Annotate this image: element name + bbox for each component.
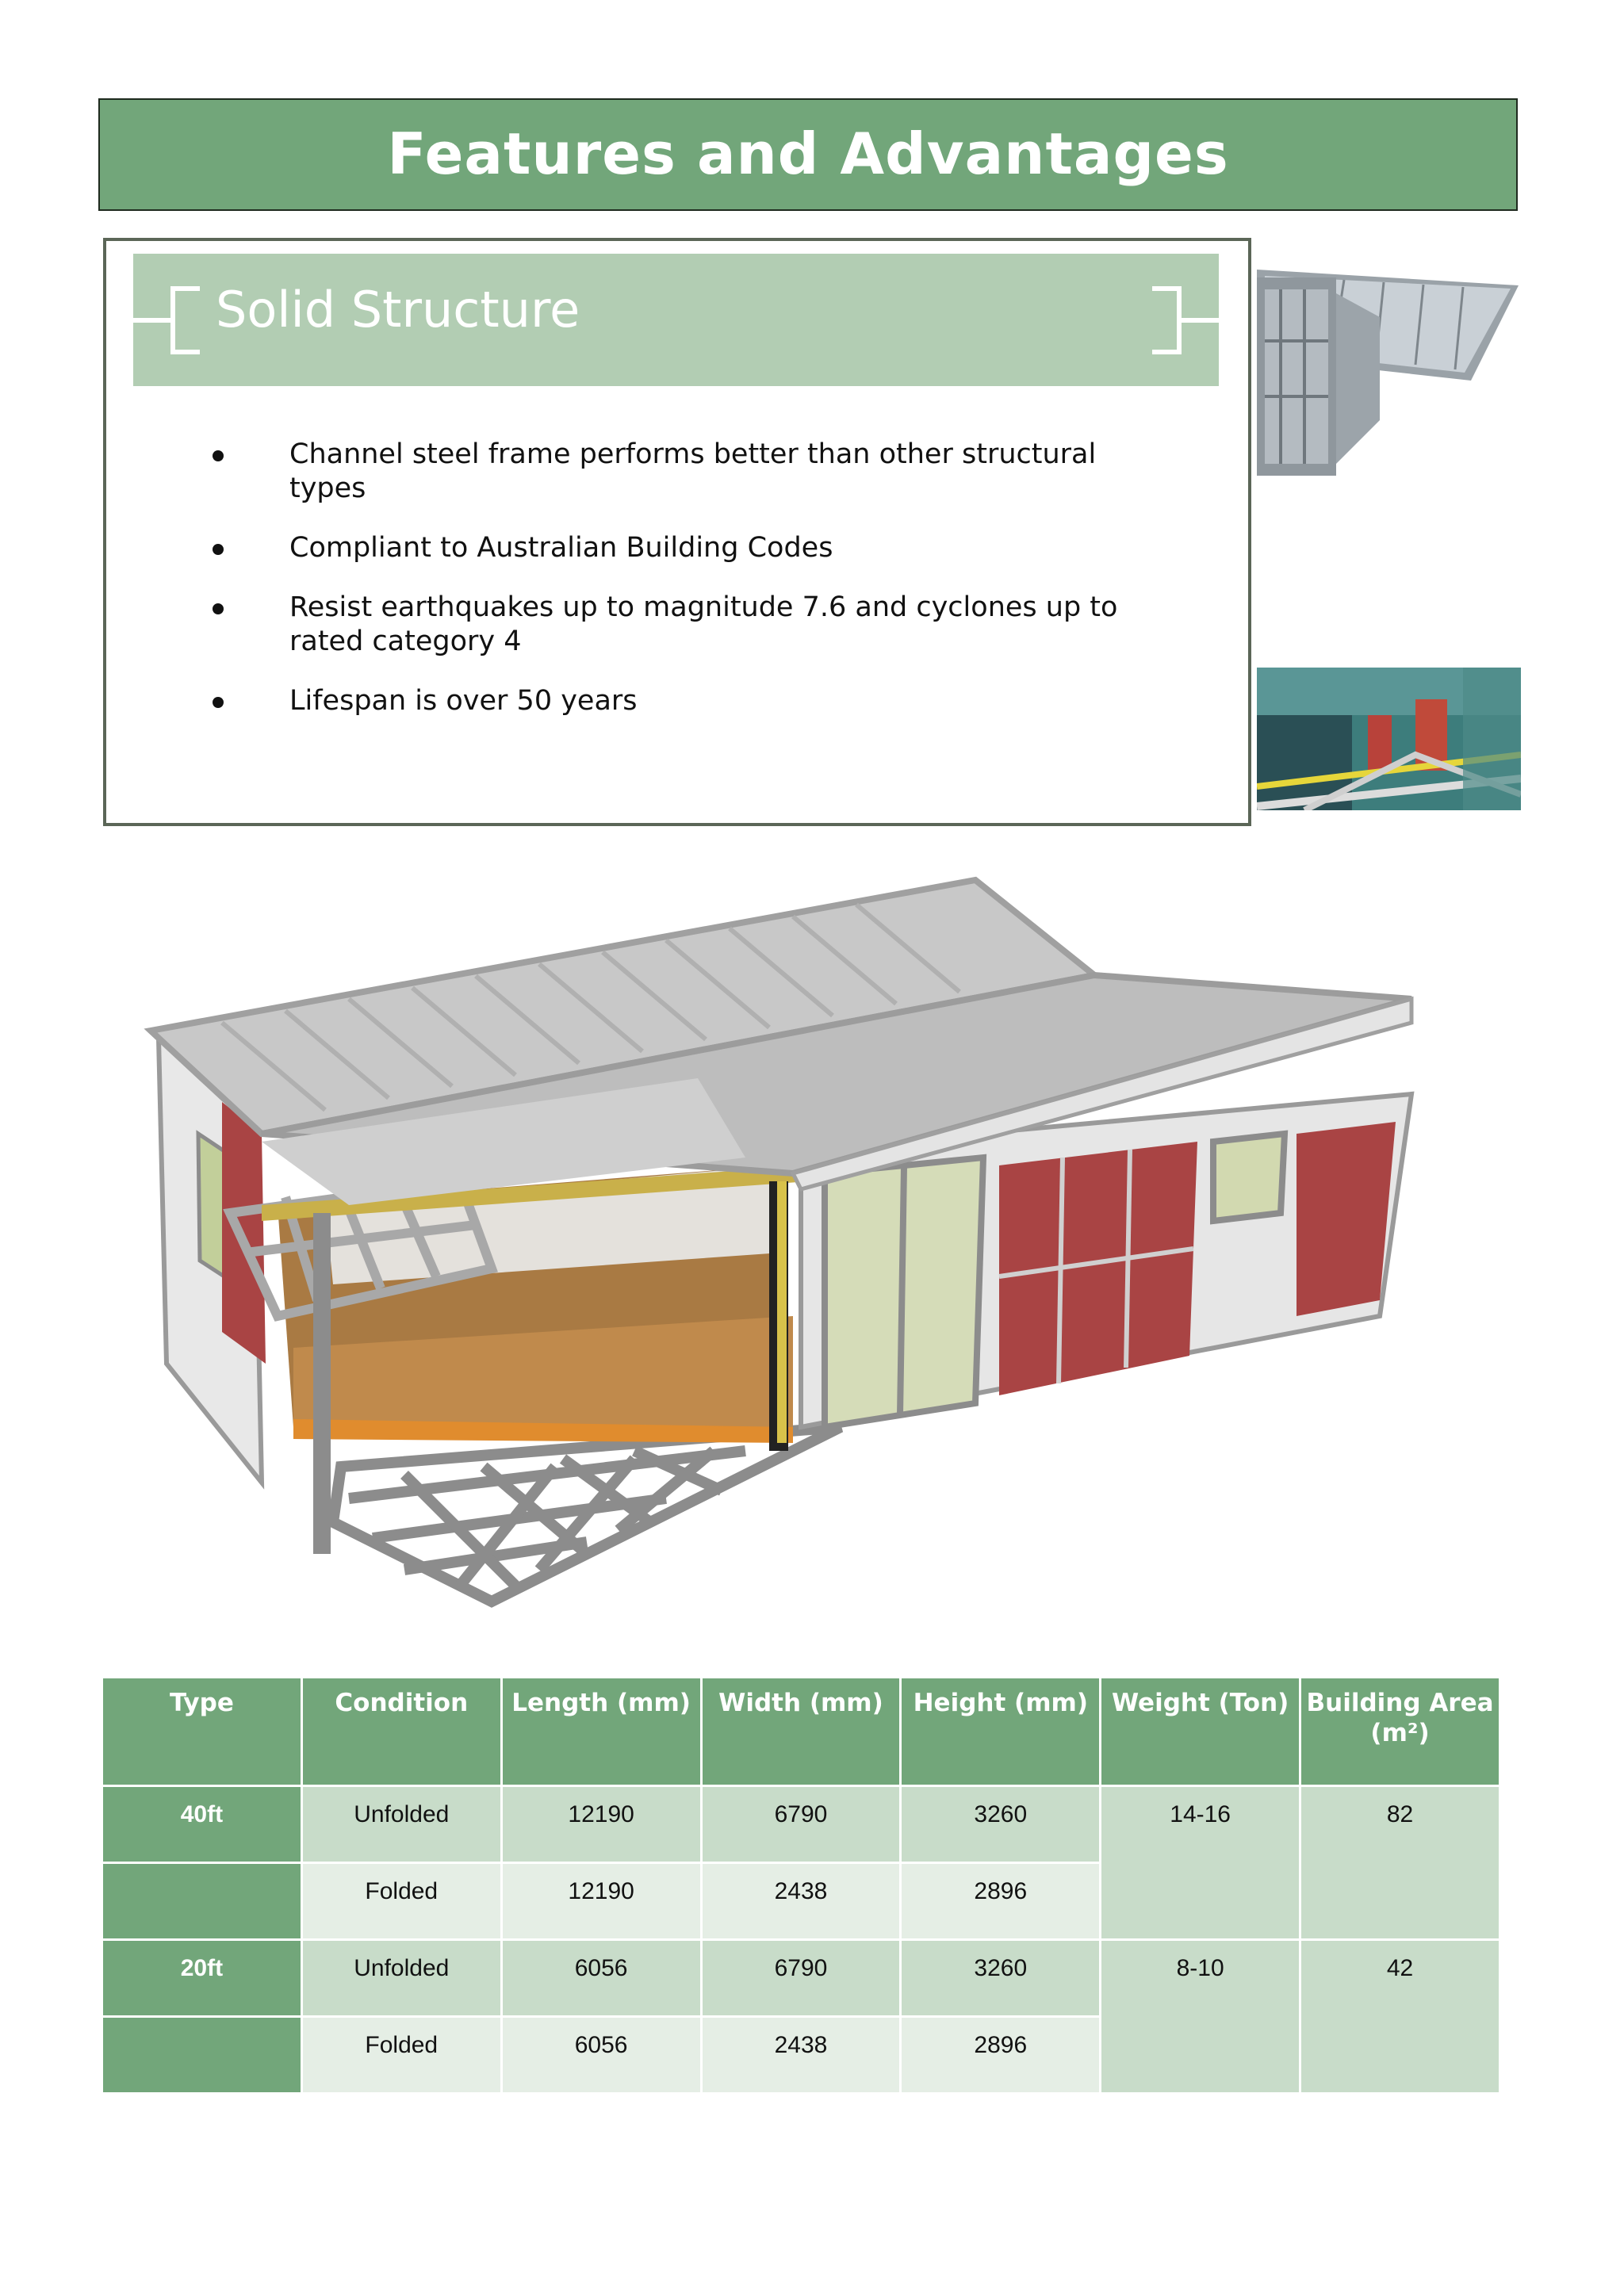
list-item: Lifespan is over 50 years	[198, 684, 1150, 718]
type-cell	[103, 2018, 301, 2092]
page-title: Features and Advantages	[387, 121, 1229, 187]
col-header-height: Height (mm)	[902, 1678, 1099, 1785]
width-cell: 2438	[703, 1864, 900, 1938]
col-header-area: Building Area (m²)	[1301, 1678, 1499, 1785]
height-cell: 3260	[902, 1787, 1099, 1862]
width-cell: 6790	[703, 1787, 900, 1862]
table-row	[103, 1787, 1499, 1862]
col-header-condition: Condition	[303, 1678, 500, 1785]
list-item: Channel steel frame performs better than other structural types	[198, 438, 1150, 506]
weight-cell: 14-16	[1101, 1787, 1299, 1938]
length-cell: 6056	[503, 1941, 700, 2015]
bullet-icon	[213, 450, 224, 461]
bullet-icon	[213, 603, 224, 614]
length-cell: 12190	[503, 1787, 700, 1862]
bracket-left-icon	[133, 254, 220, 386]
col-header-weight: Weight (Ton)	[1101, 1678, 1299, 1785]
feature-list	[198, 438, 1150, 744]
steel-frame-photo	[1257, 262, 1519, 476]
height-cell: 2896	[902, 2018, 1099, 2092]
height-cell: 3260	[902, 1941, 1099, 2015]
section-title: Solid Structure	[216, 281, 580, 339]
type-cell: 20ft	[103, 1941, 301, 2015]
height-cell: 2896	[902, 1864, 1099, 1938]
table-row	[103, 1941, 1499, 2015]
area-cell: 82	[1301, 1787, 1499, 1938]
specs-table	[101, 1676, 1501, 2095]
area-cell: 42	[1301, 1941, 1499, 2092]
folding-house-illustration	[143, 872, 1427, 1633]
width-cell: 6790	[703, 1941, 900, 2015]
bracket-right-icon	[1132, 254, 1219, 386]
length-cell: 6056	[503, 2018, 700, 2092]
type-cell	[103, 1864, 301, 1938]
condition-cell: Unfolded	[303, 1787, 500, 1862]
type-cell: 40ft	[103, 1787, 301, 1862]
width-cell: 2438	[703, 2018, 900, 2092]
col-header-length: Length (mm)	[503, 1678, 700, 1785]
table-header-row	[103, 1678, 1499, 1785]
bullet-icon	[213, 544, 224, 555]
bullet-icon	[213, 697, 224, 708]
list-item: Compliant to Australian Building Codes	[198, 531, 1150, 565]
factory-photo	[1257, 668, 1521, 810]
section-header	[133, 254, 1219, 386]
list-item: Resist earthquakes up to magnitude 7.6 and cyclones up to rated category 4	[198, 591, 1150, 659]
length-cell: 12190	[503, 1864, 700, 1938]
condition-cell: Folded	[303, 1864, 500, 1938]
weight-cell: 8-10	[1101, 1941, 1299, 2092]
col-header-width: Width (mm)	[703, 1678, 900, 1785]
title-banner	[98, 98, 1518, 211]
condition-cell: Unfolded	[303, 1941, 500, 2015]
col-header-type: Type	[103, 1678, 301, 1785]
condition-cell: Folded	[303, 2018, 500, 2092]
